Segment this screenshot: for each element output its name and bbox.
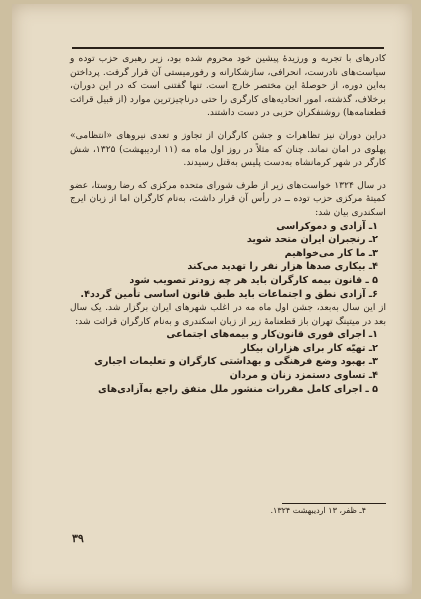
paragraph-3: در سال ۱۳۲۴ خواست‌های زیر از طرف شورای متحده مرکزی که رضا روستا، عضو کمیتهٔ مرکزی حزب توده ــ در رأس آن قرار داشت، به‌نام کارگران اما از زبان ایرج اسکندری بیان شد: xyxy=(70,179,386,218)
footnote-rule xyxy=(282,503,386,504)
page-text xyxy=(70,52,386,396)
list-item: ۲ـ رنجبران ایران متحد شوید xyxy=(246,234,378,246)
list-item: ۴ـ بیکاری صدها هزار نفر را تهدید می‌کند xyxy=(187,261,378,273)
demands-list-1 xyxy=(70,220,386,302)
paragraph-4: از این سال به‌بعد، جشن اول ماه مه در اغلب شهرهای ایران برگزار شد. یک سال بعد در میتینگ تهران باز قطعنامهٔ زیر از زبان اسکندری و به‌نام کارگران قرائت شد: xyxy=(70,302,386,327)
list-item: ۲ـ تهیّه کار برای هزاران بیکار xyxy=(241,342,378,354)
list-item: ۵ ـ قانون بیمه کارگران باید هر چه زودتر تصویب شود xyxy=(129,274,378,286)
list-item: ۳ـ ما کار می‌خواهیم xyxy=(284,247,378,259)
top-rule xyxy=(72,47,384,49)
list-item: ۳ـ بهبود وضع فرهنگی و بهداشتی کارگران و تعلیمات اجباری xyxy=(94,356,378,368)
paragraph-2: دراین دوران نیز تظاهرات و جشن کارگران از تجاوز و تعدی نیروهای «انتظامی» پهلوی در امان نماند. چنان که مثلاً در روز اول ماه مه (۱۱ اردیبهشت) ۱۳۲۵، شش کارگر در شهر کرمانشاه به‌دست پلیس به‌قتل رسیدند. xyxy=(70,129,386,169)
demands-list-2 xyxy=(70,328,386,396)
list-item: ۱ـ اجرای فوری قانون‌کار و بیمه‌های اجتماعی xyxy=(166,329,378,341)
list-item: ۶ـ آزادی نطق و اجتماعات باید طبق قانون اساسی تأمین گردد۴. xyxy=(80,288,378,300)
page-number: ۳۹ xyxy=(72,532,84,545)
footnote: ۴ـ ظفر، ۱۳ اردیبهشت ۱۳۲۴. xyxy=(270,506,366,515)
list-item: ۱ـ آزادی و دموکراسی xyxy=(276,220,378,232)
paragraph-1: کادرهای با تجربه و ورزیدهٔ پیشین خود محروم شده بود، زیر رهبری حزب توده و سیاست‌های نادرست، انحرافی، سازشکارانه و رفورمیستی آن قرار گرفت. پرداختن به‌این دوره، از حوصلهٔ این مختصر خارج است. تنها گفتنی است که در این دوران، برخلاف، گذشته، امور اتحادیه‌های کارگری را حتی درناچیزترین موارد (از قبیل قرائت قطعنامه‌ها) روشنفکران حزبی در دست داشتند. xyxy=(70,53,386,119)
book-page xyxy=(12,4,412,594)
list-item: ۵ ـ اجرای کامل مقررات منشور ملل متفق راجع به‌آزادی‌های xyxy=(98,383,378,395)
list-item: ۴ـ تساوی دستمزد زنان و مردان xyxy=(229,370,378,382)
